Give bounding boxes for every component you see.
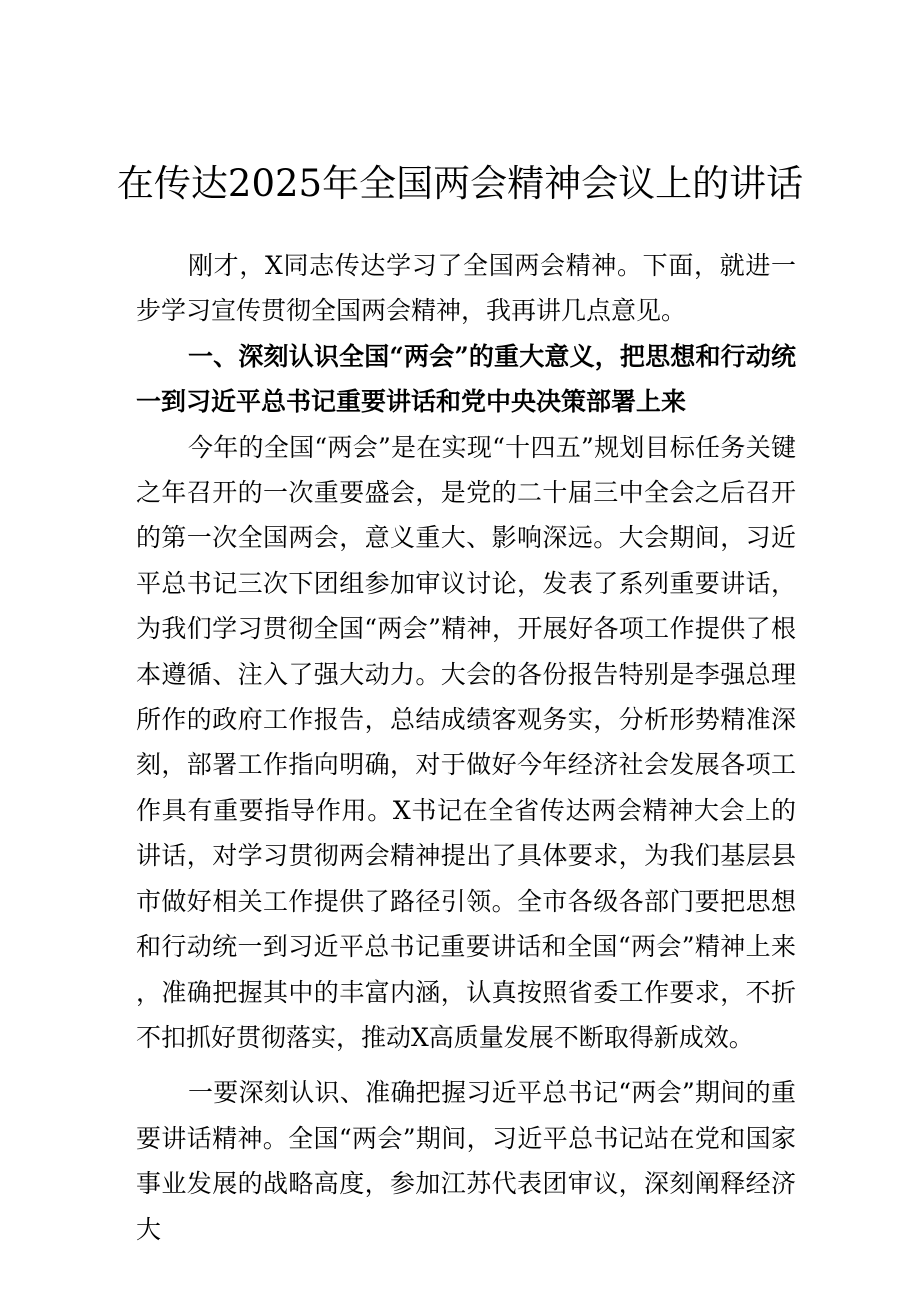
paragraph-point-1: 一要深刻认识、准确把握习近平总书记“两会”期间的重要讲话精神。全国“两会”期间，习近平总书记站在党和国家事业发展的战略高度，参加江苏代表团审议，深刻阐释经济大 bbox=[136, 1078, 796, 1244]
document-body bbox=[136, 243, 796, 1252]
paragraph-intro: 刚才，X同志传达学习了全国两会精神。下面，就进一步学习宣传贯彻全国两会精神，我再讲几点意见。 bbox=[136, 251, 796, 326]
paragraph-significance: 今年的全国“两会”是在实现“十四五”规划目标任务关键之年召开的一次重要盛会，是党的二十届三中全会之后召开的第一次全国两会，意义重大、影响深远。大会期间，习近平总书记三次下团组参加审议讨论，发表了系列重要讲话，为我们学习贯彻全国“两会”精神，开展好各项工作提供了根本遵循、注入了强大动力。大会的各份报告特别是李强总理所作的政府工作报告，总结成绩客观务实，分析形势精准深刻，部署工作指向明确，对于做好今年经济社会发展各项工作具有重要指导作用。X书记在全省传达两会精神大会上的讲话，对学习贯彻两会精神提出了具体要求，为我们基层县市做好相关工作提供了路径引领。全市各级各部门要把思想和行动统一到习近平总书记重要讲话和全国“两会”精神上来，准确把握其中的丰富内涵，认真按照省委工作要求，不折不扣抓好贯彻落实，推动X高质量发展不断取得新成效。 bbox=[136, 432, 796, 1052]
document-title: 在传达2025年全国两会精神会议上的讲话 bbox=[116, 161, 804, 205]
section-heading-1: 一、深刻认识全国“两会”的重大意义，把思想和行动统一到习近平总书记重要讲话和党中央决策部署上来 bbox=[136, 341, 796, 417]
